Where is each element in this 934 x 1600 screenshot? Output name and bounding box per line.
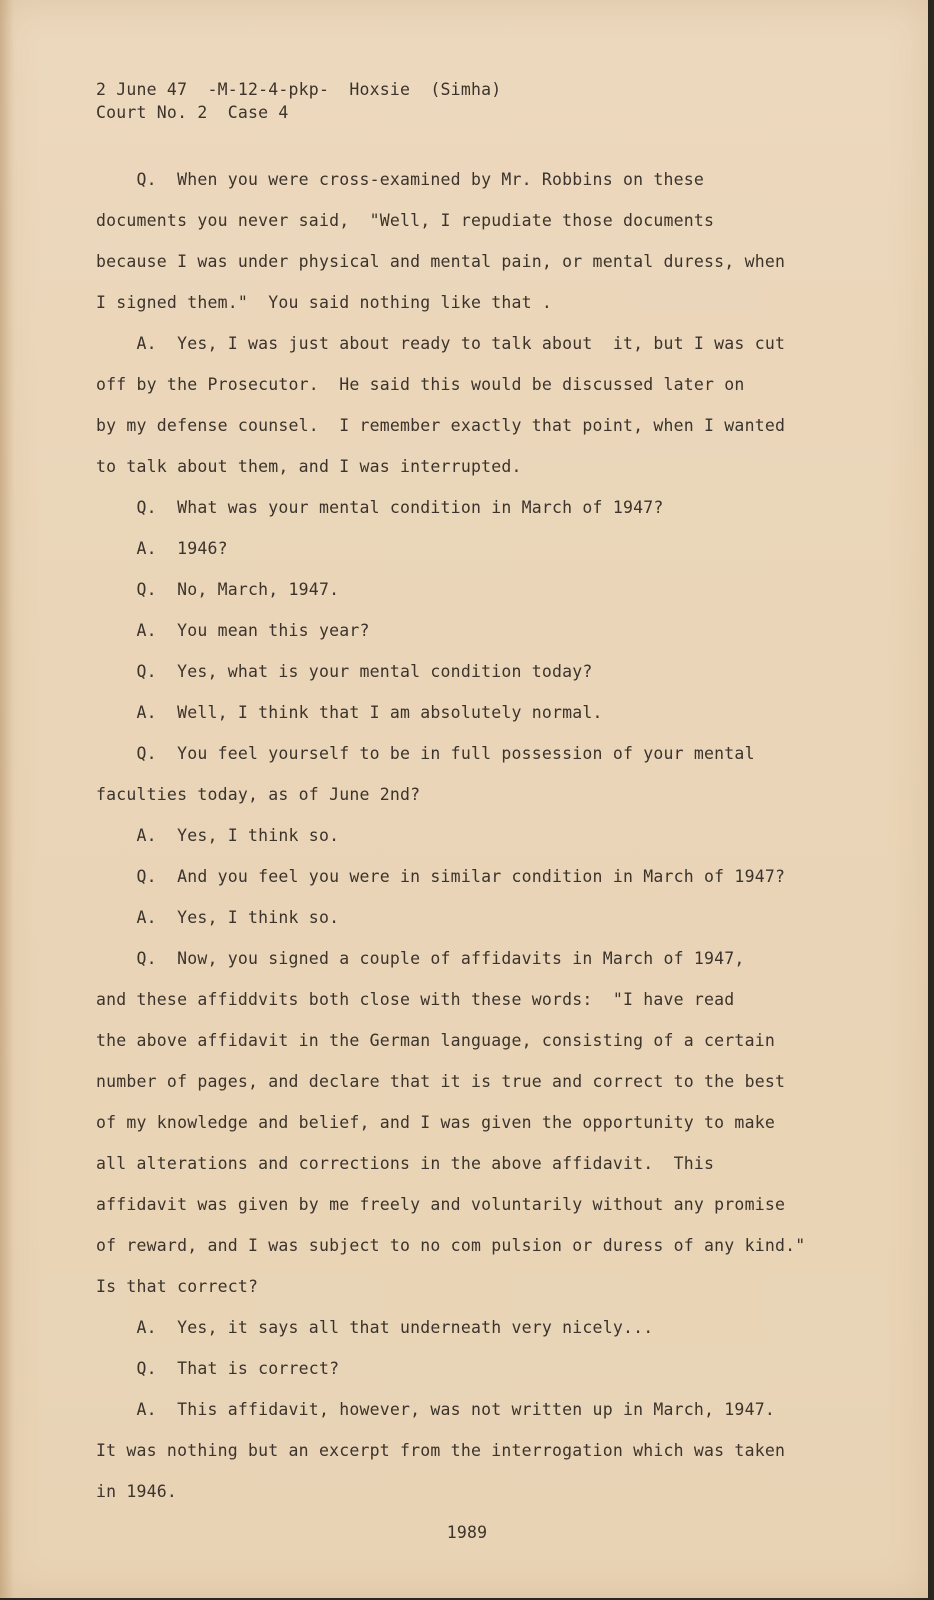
transcript-line: faculties today, as of June 2nd? — [96, 785, 421, 804]
transcript-body — [96, 159, 816, 1512]
transcript-line: A. Yes, I think so. — [96, 908, 340, 927]
transcript-line: Q. You feel yourself to be in full possession of your mental — [96, 744, 755, 763]
transcript-line: by my defense counsel. I remember exactly that point, when I wanted — [96, 416, 786, 435]
page-number: 1989 — [446, 1523, 488, 1542]
transcript-line: Q. No, March, 1947. — [96, 580, 340, 599]
transcript-line: Q. And you feel you were in similar condition in March of 1947? — [96, 867, 786, 886]
transcript-line: because I was under physical and mental pain, or mental duress, when — [96, 252, 786, 271]
header-date-line: 2 June 47 -M-12-4-pkp- Hoxsie (Simha) — [96, 80, 502, 99]
transcript-line: A. Yes, I think so. — [96, 826, 340, 845]
transcript-line: in 1946. — [96, 1482, 178, 1501]
transcript-line: to talk about them, and I was interrupted. — [96, 457, 522, 476]
header-court-line: Court No. 2 Case 4 — [96, 103, 289, 122]
transcript-line: A. Yes, I was just about ready to talk about it, but I was cut — [96, 334, 786, 353]
transcript-line: the above affidavit in the German language, consisting of a certain — [96, 1031, 775, 1050]
transcript-line: of reward, and I was subject to no com pulsion or duress of any kind." — [96, 1236, 806, 1255]
transcript-line: A. Well, I think that I am absolutely normal. — [96, 703, 603, 722]
transcript-line: A. This affidavit, however, was not written up in March, 1947. — [96, 1400, 775, 1419]
transcript-line: I signed them." You said nothing like that . — [96, 293, 553, 312]
transcript-line: off by the Prosecutor. He said this would be discussed later on — [96, 375, 745, 394]
transcript-line: documents you never said, "Well, I repudiate those documents — [96, 211, 715, 230]
transcript-line: Q. What was your mental condition in March of 1947? — [96, 498, 664, 517]
transcript-line: Is that correct? — [96, 1277, 259, 1296]
transcript-line: of my knowledge and belief, and I was given the opportunity to make — [96, 1113, 775, 1132]
transcript-line: and these affiddvits both close with these words: "I have read — [96, 990, 735, 1009]
transcript-line: Q. That is correct? — [96, 1359, 340, 1378]
transcript-line: A. 1946? — [96, 539, 228, 558]
transcript-header — [96, 78, 501, 124]
transcript-line: Q. Yes, what is your mental condition today? — [96, 662, 593, 681]
transcript-line: number of pages, and declare that it is true and correct to the best — [96, 1072, 786, 1091]
transcript-line: Q. Now, you signed a couple of affidavits in March of 1947, — [96, 949, 745, 968]
transcript-line: A. You mean this year? — [96, 621, 370, 640]
transcript-line: Q. When you were cross-examined by Mr. Robbins on these — [96, 170, 705, 189]
transcript-line: It was nothing but an excerpt from the interrogation which was taken — [96, 1441, 786, 1460]
transcript-line: A. Yes, it says all that underneath very nicely... — [96, 1318, 654, 1337]
transcript-line: affidavit was given by me freely and voluntarily without any promise — [96, 1195, 786, 1214]
transcript-line: all alterations and corrections in the above affidavit. This — [96, 1154, 715, 1173]
